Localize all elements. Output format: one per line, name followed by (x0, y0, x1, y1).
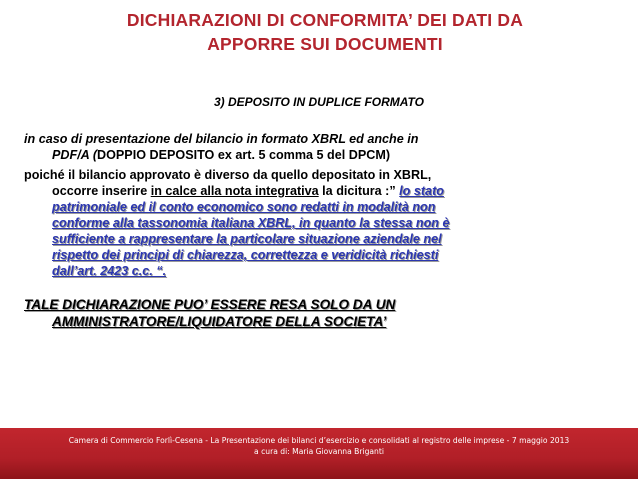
quoted-statement-line: patrimoniale ed il conto economico sono redatti in modalità non (52, 200, 436, 214)
paragraph-text: la dicitura :” (318, 184, 400, 198)
paragraph-line: poiché il bilancio approvato è diverso da quello depositato in XBRL, (24, 168, 432, 182)
signatory-line: TALE DICHIARAZIONE PUO’ ESSERE RESA SOLO DA UN (24, 297, 396, 312)
closing-parenthesis: ) (385, 148, 391, 162)
quoted-statement-line: conforme alla tassonomia italiana XBRL, in quanto la stessa non è (52, 216, 450, 230)
nota-integrativa-underlined: in calce alla nota integrativa (150, 184, 319, 198)
paragraph-signatory (24, 296, 612, 330)
quoted-statement: lo stato (399, 184, 444, 198)
quoted-statement-line: sufficiente a rappresentare la particolare situazione aziendale nel (52, 232, 442, 246)
paragraph-line: in caso di presentazione del bilancio in formato XBRL ed anche in (24, 132, 419, 146)
paragraph-text: occorre inserire (52, 184, 151, 198)
signatory-line: AMMINISTRATORE/LIQUIDATORE DELLA SOCIETA’ (52, 314, 387, 329)
pdfa-label: PDF/A ( (52, 148, 98, 162)
footer-event-text: Camera di Commercio Forlì-Cesena - La Presentazione dei bilanci d’esercizio e consolidati al registro delle imprese - 7 maggio 2013 (68, 436, 570, 445)
double-deposit-text: DOPPIO DEPOSITO ex art. 5 comma 5 del DPCM (97, 148, 386, 162)
slide-title-line-1: DICHIARAZIONI DI CONFORMITA’ DEI DATI DA (126, 10, 524, 30)
slide-subtitle: 3) DEPOSITO IN DUPLICE FORMATO (213, 95, 425, 109)
slide-title (60, 8, 590, 56)
quoted-statement-line: rispetto dei principi di chiarezza, correttezza e veridicità richiesti (52, 248, 439, 262)
footer-bar (0, 428, 638, 479)
slide-title-line-2: APPORRE SUI DOCUMENTI (207, 34, 443, 54)
quoted-statement-line: dall’art. 2423 c.c. “. (52, 264, 167, 278)
paragraph-line (52, 147, 612, 163)
paragraph-line (52, 183, 612, 199)
paragraph-xbrl-pdfa (24, 131, 612, 163)
paragraph-dicitura (24, 167, 612, 279)
footer-author-text: a cura di: Maria Giovanna Briganti (254, 447, 384, 456)
